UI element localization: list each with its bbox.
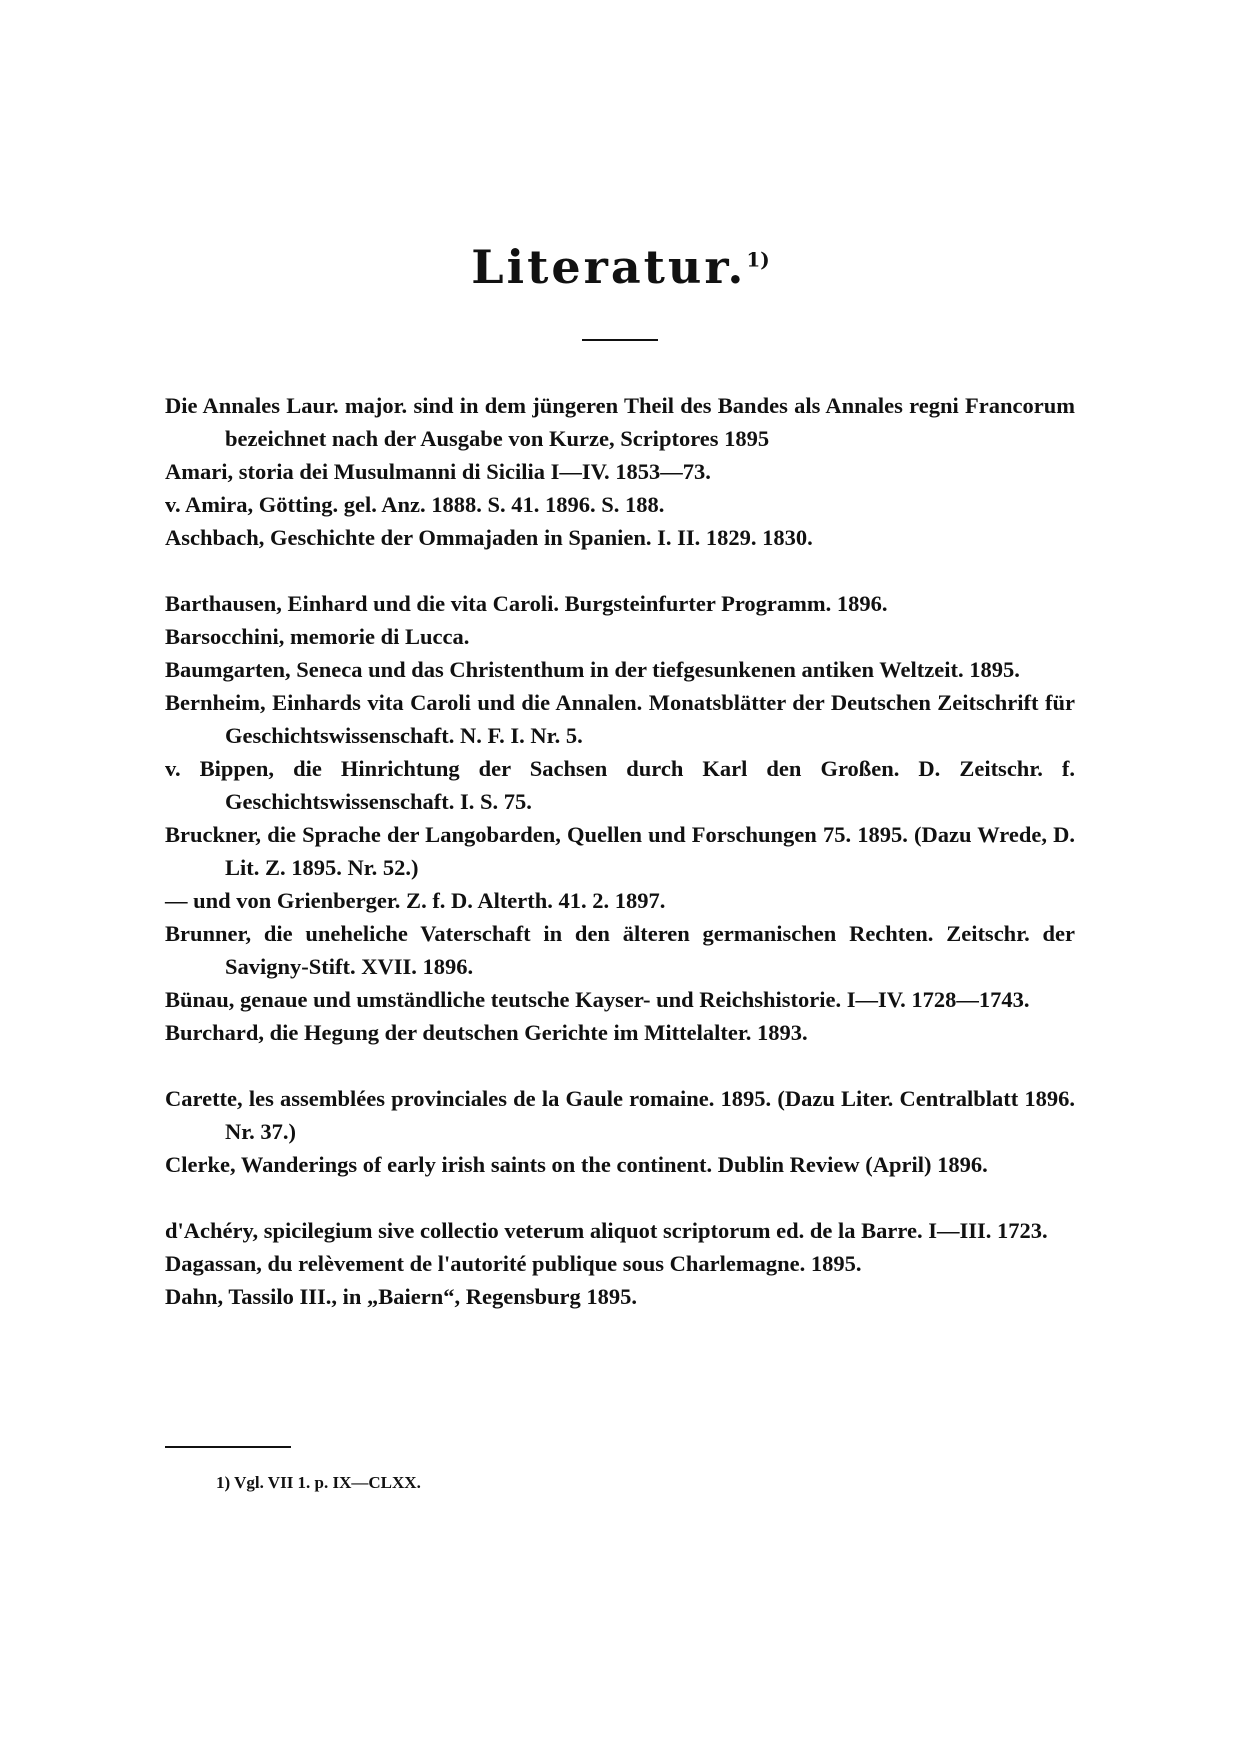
reference-entry: Bünau, genaue und umständliche teutsche Kayser- und Reichshistorie. I—IV. 1728—1743. — [165, 987, 1030, 1012]
reference-entry: Barthausen, Einhard und die vita Caroli. Burgsteinfurter Programm. 1896. — [165, 591, 888, 616]
reference-entry: Clerke, Wanderings of early irish saints on the continent. Dublin Review (April) 1896. — [165, 1152, 988, 1177]
reference-entry: Bernheim, Einhards vita Caroli und die Annalen. Monatsblätter der Deutschen Zeitschrift für Geschichtswissenschaft. N. F. I. Nr. 5. — [165, 690, 1075, 748]
reference-entry: Carette, les assemblées provinciales de la Gaule romaine. 1895. (Dazu Liter. Centralblatt 1896. Nr. 37.) — [165, 1086, 1075, 1144]
reference-entry: d'Achéry, spicilegium sive collectio veterum aliquot scriptorum ed. de la Barre. I—III. 1723. — [165, 1218, 1048, 1243]
reference-entry: Brunner, die uneheliche Vaterschaft in den älteren germanischen Rechten. Zeitschr. der Savigny-Stift. XVII. 1896. — [165, 921, 1075, 979]
reference-entry: Baumgarten, Seneca und das Christenthum in der tiefgesunkenen antiken Weltzeit. 1895. — [165, 657, 1020, 682]
reference-group-b — [165, 587, 1075, 1049]
reference-group-c — [165, 1082, 1075, 1181]
title-text: Literatur. — [471, 240, 747, 294]
reference-group-d — [165, 1214, 1075, 1313]
group-spacer — [165, 554, 1075, 587]
reference-entry: Bruckner, die Sprache der Langobarden, Quellen und Forschungen 75. 1895. (Dazu Wrede, D. Lit. Z. 1895. Nr. 52.) — [165, 822, 1075, 880]
footnote: 1) Vgl. VII 1. p. IX—CLXX. — [216, 1473, 421, 1492]
footnote-rule — [165, 1446, 291, 1448]
title-footnote-marker: 1) — [746, 247, 770, 272]
group-spacer — [165, 1181, 1075, 1214]
group-spacer — [165, 1049, 1075, 1082]
reference-entry: Barsocchini, memorie di Lucca. — [165, 624, 470, 649]
reference-entry: — und von Grienberger. Z. f. D. Alterth. 41. 2. 1897. — [165, 888, 666, 913]
reference-entry: Dahn, Tassilo III., in „Baiern“, Regensburg 1895. — [165, 1284, 637, 1309]
reference-entry: Dagassan, du relèvement de l'autorité publique sous Charlemagne. 1895. — [165, 1251, 862, 1276]
title-rule — [582, 339, 658, 341]
reference-entry: Amari, storia dei Musulmanni di Sicilia I—IV. 1853—73. — [165, 459, 711, 484]
reference-entry: Aschbach, Geschichte der Ommajaden in Spanien. I. II. 1829. 1830. — [165, 525, 813, 550]
page-title — [0, 240, 1241, 294]
reference-group-a — [165, 389, 1075, 554]
reference-entry: v. Amira, Götting. gel. Anz. 1888. S. 41. 1896. S. 188. — [165, 492, 665, 517]
reference-entry: Die Annales Laur. major. sind in dem jüngeren Theil des Bandes als Annales regni Francorum bezeichnet nach der Ausgabe von Kurze, Scriptores 1895 — [165, 393, 1075, 451]
reference-entry: Burchard, die Hegung der deutschen Gerichte im Mittelalter. 1893. — [165, 1020, 808, 1045]
reference-entry: v. Bippen, die Hinrichtung der Sachsen durch Karl den Großen. D. Zeitschr. f. Geschichtswissenschaft. I. S. 75. — [165, 756, 1075, 814]
reference-list — [165, 389, 1075, 1313]
